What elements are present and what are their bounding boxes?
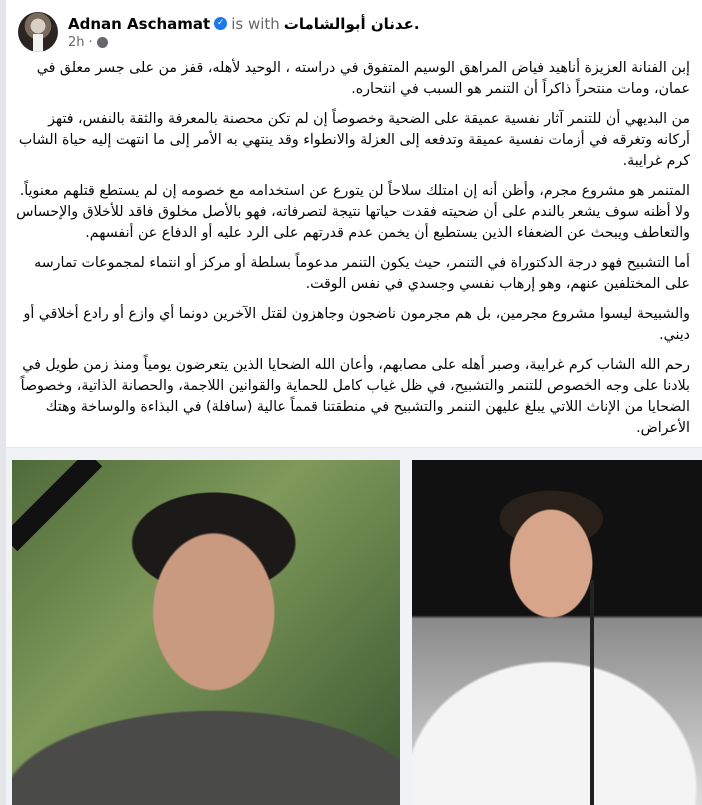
globe-icon [97,37,108,48]
photo-portrait-right[interactable] [412,460,702,805]
verified-badge-icon: ✓ [214,17,227,30]
photo-grid [6,448,702,805]
microphone-stand [590,580,594,805]
paragraph: من البديهي أن للتنمر آثار نفسية عميقة على الضحية وخصوصاً إن لم تكن محصنة بالمعرفة والثقة بالنفس، فتهز أركانه وتغرقه في أزمات نفسية عميقة وتدفعه إلى العزلة والانطواء وقد ينتهي به الأمر إلى ما انتهت إليه حياة الشاب كرم غرايبة. [18,111,690,169]
paragraph: رحم الله الشاب كرم غرايبة، وصبر أهله على مصابهم، وأعان الله الضحايا الذين يتعرضون يومياً ومنذ زمن طويل في بلادنا على وجه الخصوص للتنمر والتشبيح، في ظل غياب كامل للحماية والقوانين اللاجمة، والحصانة الذاتية، وخصوصاً الضحايا من الإناث اللاتي يبلغ عليهن التنمر والتشبيح في منطقتنا قمماً عالية (سافلة) في البذاءة والوساخة وهتك الأعراض. [20,357,690,436]
paragraph: أما التشبيح فهو درجة الدكتوراة في التنمر، حيث يكون التنمر مدعوماً بسلطة أو مركز أو انتماء لمجموعات تمارسه على المختلفين عنهم، وهو إرهاب نفسي وجسدي في نفس الوقت. [34,255,690,292]
author-name[interactable]: Adnan Aschamat [68,14,211,33]
paragraph: والشبيحة ليسوا مشروع مجرمين، بل هم مجرمون ناضجون وجاهزون لقتل الآخرين دونما أي وازع أو رادع أخلاقي أو ديني. [23,306,690,343]
mourning-ribbon [12,460,102,551]
photo-portrait-left[interactable] [12,460,400,805]
post-text [14,58,690,448]
avatar[interactable] [18,12,58,52]
paragraph: إبن الفنانة العزيزة أناهيد فياض المراهق الوسيم المتفوق في دراسته ، الوحيد لأهله، قفز من على جسر معلق في عمان، ومات منتحراً ذاكراً أن التنمر هو السبب في انتحاره. [36,60,690,97]
post-header: Adnan Aschamat ✓ is with عدنان أبوالشامات. 2h · [18,10,420,54]
tagged-user[interactable]: عدنان أبوالشامات. [283,14,420,33]
paragraph: المتنمر هو مشروع مجرم، وأظن أنه إن امتلك سلاحاً لن يتورع عن استخدامه مع خصومه إن لم يستطع قتلهم معنوياً. ولا أظنه سوف يشعر بالندم على أن ضحيته فقدت حياتها نتيجة لتصرفاته، فهو بالأصل مخلوق فاقد للأخلاق والإحساس والتعاطف ويبحث عن الضعفاء الذين يستطيع أن يخمن عدم قدرتهم على الرد عليه أو الدفاع عن أنفسهم. [16,183,690,241]
post-time[interactable]: 2h [68,34,85,50]
with-text: is with [231,14,280,33]
